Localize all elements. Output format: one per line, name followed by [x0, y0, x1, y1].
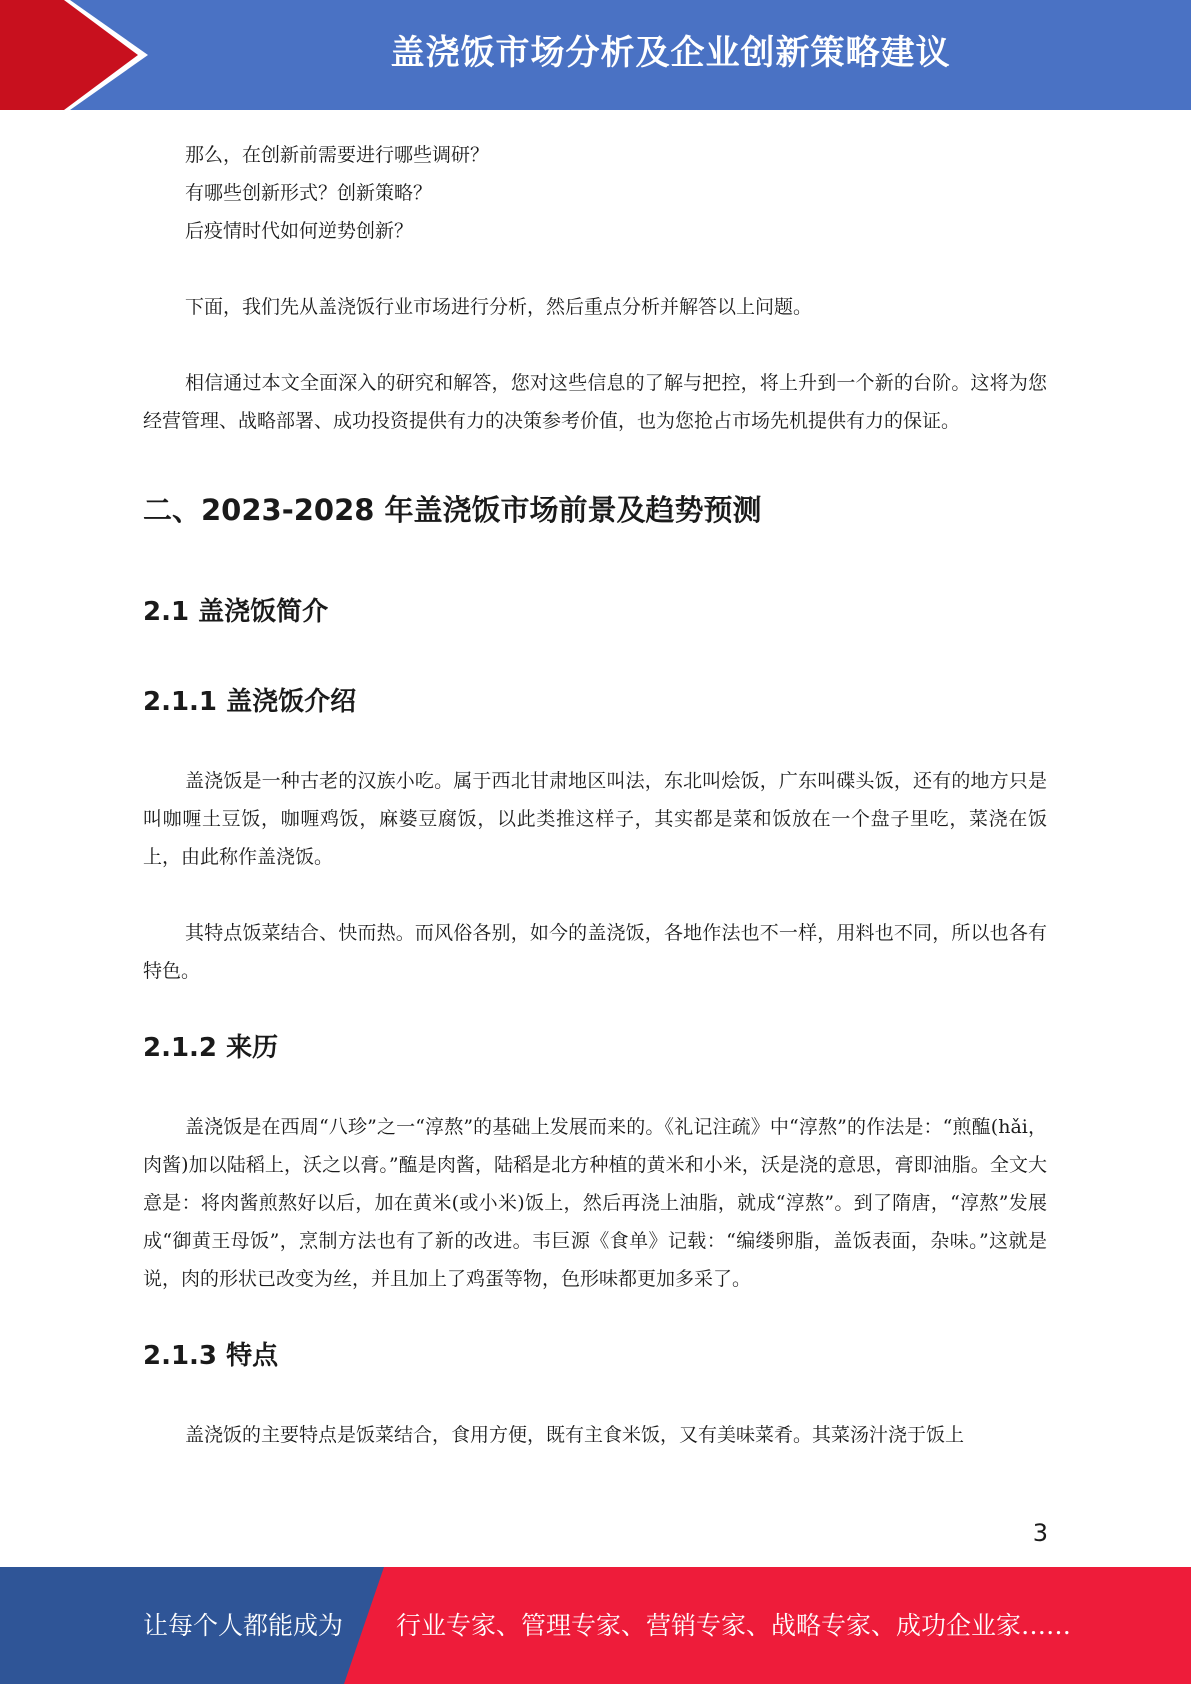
page-footer: [0, 1567, 1191, 1684]
footer-slogan-right: 行业专家、管理专家、营销专家、战略专家、成功企业家……: [396, 1611, 1072, 1640]
intro-paragraph-value: 相信通过本文全面深入的研究和解答，您对这些信息的了解与把控，将上升到一个新的台阶。这将为您经营管理、战略部署、成功投资提供有力的决策参考价值，也为您抢占市场先机提供有力的保证。: [143, 372, 1047, 432]
paragraph-2-1-2: 盖浇饭是在西周“八珍”之一“淳熬”的基础上发展而来的。《礼记注疏》中“淳熬”的作法是：“煎醢(hǎi，肉酱)加以陆稻上，沃之以膏。”醢是肉酱，陆稻是北方种植的黄米和小米，沃是浇的意思，膏即油脂。全文大意是：将肉酱煎熬好以后，加在黄米(或小米)饭上，然后再浇上油脂，就成“淳熬”。到了隋唐，“淳熬”发展成“御黄王母饭”，烹制方法也有了新的改进。韦巨源《食单》记载：“编缕卵脂，盖饭表面，杂味。”这就是说，肉的形状已改变为丝，并且加上了鸡蛋等物，色形味都更加多采了。: [143, 1116, 1047, 1290]
page-number: 3: [1032, 1519, 1048, 1547]
intro-question-3: 后疫情时代如何逆势创新？: [185, 220, 414, 242]
intro-question-2: 有哪些创新形式？创新策略？: [185, 182, 433, 204]
subsection-heading-2-1-2: 2.1.2 来历: [143, 1033, 279, 1063]
document-body: [143, 136, 1047, 1454]
page-header: [0, 0, 1191, 110]
paragraph-2-1-1-a: 盖浇饭是一种古老的汉族小吃。属于西北甘肃地区叫法，东北叫烩饭，广东叫碟头饭，还有的地方只是叫咖喱土豆饭，咖喱鸡饭，麻婆豆腐饭，以此类推这样子，其实都是菜和饭放在一个盘子里吃，菜浇在饭上，由此称作盖浇饭。: [143, 770, 1047, 868]
footer-slogan-left: 让每个人都能成为: [143, 1611, 344, 1640]
intro-paragraph-next: 下面，我们先从盖浇饭行业市场进行分析，然后重点分析并解答以上问题。: [185, 296, 813, 318]
paragraph-2-1-1-b: 其特点饭菜结合、快而热。而风俗各别，如今的盖浇饭，各地作法也不一样，用料也不同，所以也各有特色。: [143, 922, 1047, 982]
document-title: 盖浇饭市场分析及企业创新策略建议: [390, 33, 951, 73]
intro-question-1: 那么，在创新前需要进行哪些调研？: [185, 144, 490, 166]
subsection-heading-2-1-3: 2.1.3 特点: [143, 1341, 279, 1371]
subsection-heading-2-1-1: 2.1.1 盖浇饭介绍: [143, 687, 357, 717]
paragraph-2-1-3: 盖浇饭的主要特点是饭菜结合，食用方便，既有主食米饭，又有美味菜肴。其菜汤汁浇于饭上: [185, 1424, 965, 1446]
subsection-heading-2-1: 2.1 盖浇饭简介: [143, 597, 329, 627]
section-heading-2: 二、2023-2028 年盖浇饭市场前景及趋势预测: [143, 493, 762, 527]
